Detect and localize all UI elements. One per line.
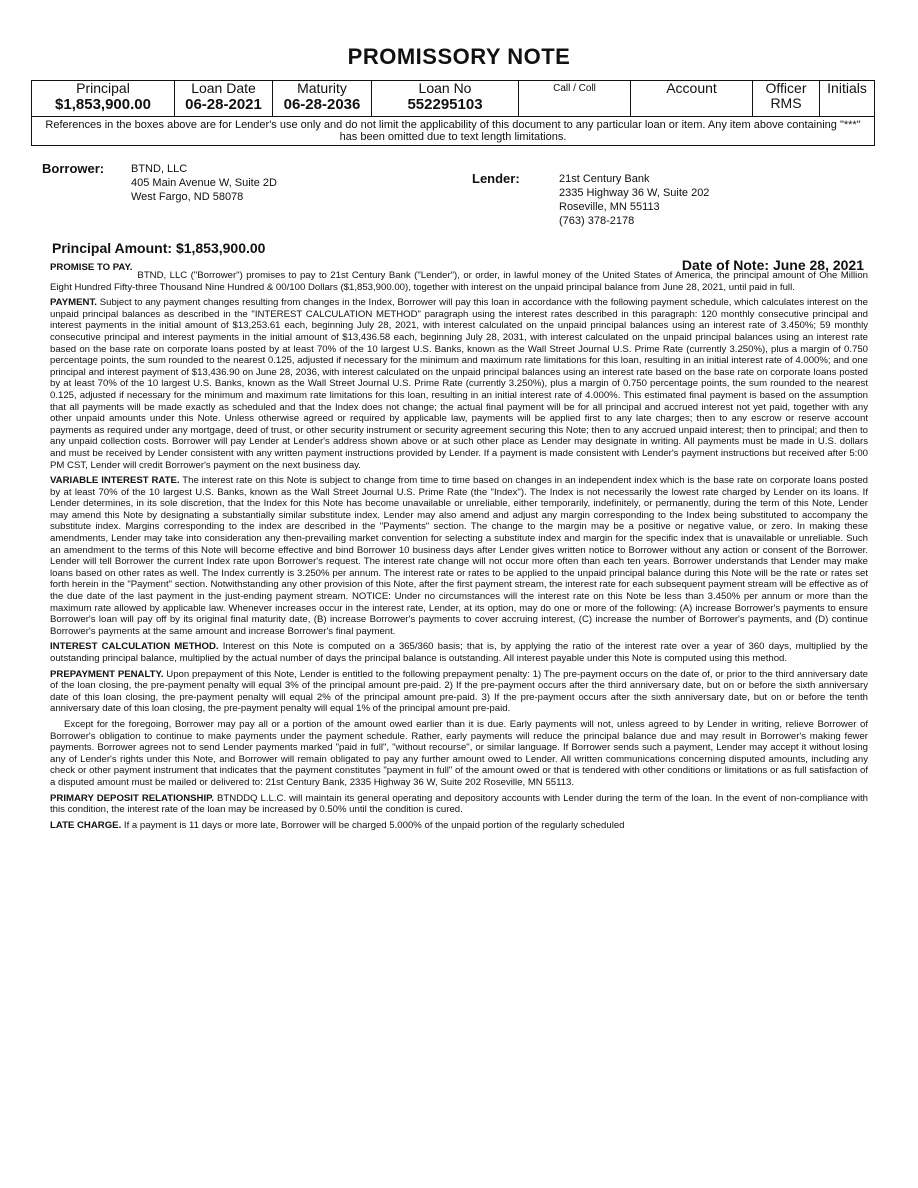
payment-text: Subject to any payment changes resulting from changes in the Index, Borrower will pay this loan in accordance with the following payment schedule, which calculates interest on the unpaid principal balances as described in the "INTEREST CALCULATION METHOD" paragraph using the interest rates described in this paragraph: 120 monthly consecutive principal and interest payments in the initial amount of $13,253.61 each, beginning July 28, 2021, with interest calculated on the unpaid principal balances using an interest rate of 3.450%; 59 monthly consecutive principal and interest payments in the initial amount of $13,436.58 each, beginning July 28, 2031, with interest calculated on the unpaid principal balances using an interest rate based on the base rate on corporate loans posted by at least 70% of the 10 largest U.S. Banks, known as the Wall Street Journal U.S. Prime Rate (currently 3.250%), plus a margin of 0.750 percentage points, the sum rounded to the nearest 0.125, adjusted if necessary for the minimum and maximum rate limitations for this loan, resulting in an initial interest rate of 4.000%; and one principal and interest payment of $13,436.90 on June 28, 2036, with interest calculated on the unpaid principal balances using an interest rate based on the base rate on corporate loans posted by at least 70% of the 10 largest U.S. Banks, known as the Wall Street Journal U.S. Prime Rate (currently 3.250%), plus a margin of 0.750 percentage points, the sum rounded to the nearest 0.125, adjusted if necessary for the minimum and maximum rate limitations for this loan, resulting in an initial interest rate of 4.000%. This estimated final payment is based on the assumption that all payments will be made exactly as scheduled and that the Index does not change; the actual final payment will be for all principal and accrued interest not yet paid, together with any other unpaid amounts under this Note. Unless otherwise agreed or required by applicable law, payments will be applied first to any late charges; then to any escrow or reserve account payments as required under any mortgage, deed of trust, or other security instrument or security agreement securing this Note; then to any accrued unpaid interest; then to principal; and then to any unpaid collection costs. Borrower will pay Lender at Lender's address shown above or at such other place as Lender may designate in writing. All payments must be made in U.S. dollars and must be received by Lender consistent with any written payment instructions provided by Lender. If a payment is made consistent with Lender's payment instructions but received after 5:00 PM CST, Lender will credit Borrower's payment on the next business day. (50, 297, 868, 471)
call-coll-box (519, 81, 631, 117)
loan-no-label: Loan No (418, 80, 472, 96)
principal-box (32, 81, 175, 117)
lender-address-line2: Roseville, MN 55113 (559, 201, 660, 213)
initials-box (820, 81, 875, 117)
officer-value: RMS (770, 95, 802, 111)
prepayment-paragraph (50, 669, 868, 715)
date-of-note-value: June 28, 2021 (772, 257, 864, 273)
maturity-box (273, 81, 372, 117)
deposit-text: BTNDDQ L.L.C. will maintain its general operating and depository accounts with Lender during the term of the loan. In the event of non-compliance with this condition, the interest rate of the loan may be increased by 0.50% until the condition is cured. (50, 792, 868, 816)
account-label: Account (666, 80, 717, 96)
borrower-address-line2: West Fargo, ND 58078 (131, 191, 244, 203)
variable-rate-heading: VARIABLE INTEREST RATE. (50, 475, 180, 487)
prepayment-paragraph-2 (50, 719, 868, 789)
prepayment-text-2: Except for the foregoing, Borrower may pay all or a portion of the amount owed earlier than it is due. Early payments will not, unless agreed to by Lender in writing, relieve Borrower of Borrower's obligation to continue to make payments under the payment schedule. Rather, early payments will reduce the principal balance due and may result in Borrower's making fewer payments. Borrower agrees not to send Lender payments marked "paid in full", "without recourse", or similar language. If Borrower sends such a payment, Lender may accept it without losing any of Lender's rights under this Note, and Borrower will remain obligated to pay any further amount owed to Lender. All written communications concerning disputed amounts, including any check or other payment instrument that indicates that the payment constitutes "payment in full" of the amount owed or that is tendered with other conditions or limitations or as full satisfaction of a disputed amount must be mailed or delivered to: 21st Century Bank, 2335 Highway 36 W, Suite 202 Roseville, MN 55113. (50, 718, 868, 788)
promise-heading: PROMISE TO PAY. (50, 262, 133, 273)
maturity-value: 06-28-2036 (283, 96, 361, 113)
lender-phone: (763) 378-2178 (559, 215, 635, 227)
lender-name: 21st Century Bank (559, 173, 650, 185)
note-body-text (50, 270, 868, 835)
interest-method-text: Interest on this Note is computed on a 365/360 basis; that is, by applying the ratio of the interest rate over a year of 360 days, multiplied by the outstanding principal balance, multiplied by the actual number of days the principal balance is outstanding. All interest payable under this Note is computed using this method. (50, 641, 868, 664)
date-of-note-label: Date of Note: (681, 257, 770, 273)
principal-value: $1,853,900.00 (55, 96, 151, 113)
lender-address (559, 172, 709, 228)
promise-text: BTND, LLC ("Borrower") promises to pay to 21st Century Bank ("Lender"), or order, in lawful money of the United States of America, the principal amount of One Million Eight Hundred Fifty-three Thousand Nine Hundred & 00/100 Dollars ($1,853,900.00), together with interest on the unpaid principal balance from June 28, 2021, until paid in full. (50, 270, 868, 293)
borrower-name: BTND, LLC (131, 163, 188, 175)
document-title: PROMISSORY NOTE (347, 44, 571, 69)
variable-rate-text: The interest rate on this Note is subject to change from time to time based on changes in an independent index which is the base rate on corporate loans posted by at least 70% of the 10 largest U.S. Banks, known as the Wall Street Journal U.S. Prime Rate (the "Index"). The Index is not necessarily the lowest rate charged by Lender on its loans. If Lender determines, in its sole discretion, that the Index for this Note has become unavailable or unreliable, either temporarily, indefinitely, or permanently, during the term of this Note, Lender may amend this Note by designating a substantially similar substitute index. Lender may also amend and adjust any margin corresponding to the Index being substituted to accompany the substitute index. Margins corresponding to the index are described in the "Payments" section. The change to the margin may be a positive or negative value, or zero. In making these amendments, Lender may take into consideration any then-prevailing market convention for selecting a substitute index and margin for the specific index that is unavailable or unreliable. Such an amendment to the terms of this Note will become effective and bind Borrower 10 business days after Lender gives written notice to Borrower without any action or consent of the Borrower. Lender will tell Borrower the current Index rate upon Borrower's request. The interest rate change will not occur more often than each ten years. Borrower understands that Lender may make loans based on other rates as well. The Index currently is 3.250% per annum. The interest rate or rates to be applied to the unpaid principal balance during this Note will be the rate or rates set forth herein in the "Payment" section. Notwithstanding any other provision of this Note, after the first payment stream, the interest rate for each subsequent payment stream will be effective as of the due date of the last payment in the just-ending payment stream. NOTICE: Under no circumstances will the interest rate on this Note be less than 3.450% per annum or more than the maximum rate allowed by applicable law. Whenever increases occur in the interest rate, Lender, at its option, may do one or more of the following: (A) increase Borrower's payments to ensure Borrower's loan will pay off by its original final maturity date, (B) increase Borrower's payments to cover accruing interest, (C) increase the number of Borrower's payments, and (D) continue Borrower's payments at the same amount and increase Borrower's final payment. (50, 475, 868, 637)
loan-no-box (372, 81, 519, 117)
principal-amount-value: $1,853,900.00 (175, 240, 266, 256)
loan-date-label: Loan Date (191, 80, 256, 96)
interest-method-paragraph (50, 641, 868, 664)
officer-label: Officer (765, 80, 807, 96)
deposit-paragraph (50, 793, 868, 816)
principal-amount-label: Principal Amount: (52, 240, 173, 256)
lender-block (472, 170, 520, 188)
prepayment-heading: PREPAYMENT PENALTY. (50, 668, 164, 680)
borrower-address (131, 162, 277, 204)
account-box (631, 81, 753, 117)
maturity-label: Maturity (297, 80, 347, 96)
lender-label: Lender: (472, 171, 520, 186)
initials-label: Initials (827, 80, 867, 96)
promise-paragraph-text (50, 270, 868, 293)
deposit-heading: PRIMARY DEPOSIT RELATIONSHIP. (50, 792, 214, 804)
principal-amount-line (52, 240, 265, 256)
loan-date-value: 06-28-2021 (185, 96, 262, 113)
reference-notice: References in the boxes above are for Lender's use only and do not limit the applicability of this document to any particular loan or item. Any item above containing "***" has been omitted due to text length limitations. (32, 117, 875, 146)
lender-address-line1: 2335 Highway 36 W, Suite 202 (559, 187, 710, 199)
payment-paragraph (50, 297, 868, 471)
payment-heading: PAYMENT. (50, 297, 97, 309)
late-charge-text: If a payment is 11 days or more late, Borrower will be charged 5.000% of the unpaid portion of the regularly scheduled (123, 819, 625, 831)
late-charge-heading: LATE CHARGE. (50, 819, 122, 831)
principal-label: Principal (76, 80, 130, 96)
loan-date-box (175, 81, 273, 117)
interest-method-heading: INTEREST CALCULATION METHOD. (50, 641, 219, 653)
loan-reference-boxes (31, 80, 875, 146)
variable-rate-paragraph (50, 475, 868, 637)
call-coll-label: Call / Coll (553, 83, 596, 94)
borrower-label: Borrower: (42, 161, 105, 176)
borrower-block (42, 160, 104, 178)
officer-box (753, 81, 820, 117)
borrower-address-line1: 405 Main Avenue W, Suite 2D (131, 177, 277, 189)
late-charge-paragraph (50, 820, 868, 832)
loan-no-value: 552295103 (407, 96, 483, 113)
prepayment-text: Upon prepayment of this Note, Lender is entitled to the following prepayment penalty: 1) The pre-payment occurs on the date of, or prior to the third anniversary date of the loan closing, the pre-payment penalty will equal 3% of the principal amount pre-paid. 2) If the pre-payment occurs after the third anniversary date, but on or before the sixth anniversary date of this loan closing, the pre-payment penalty will equal 2% of the principal amount pre-paid. 3) If the pre-payment occurs after the sixth anniversary date, but on or before the tenth anniversary date of this loan closing, the pre-payment penalty will equal 1% of the principal amount pre-paid. (50, 668, 868, 715)
